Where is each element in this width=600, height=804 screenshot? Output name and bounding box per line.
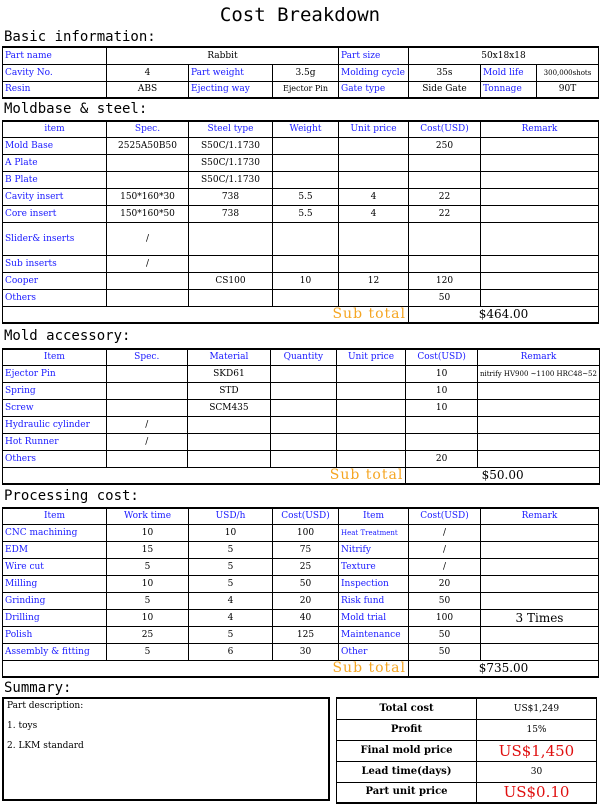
table-cell: A Plate: [3, 154, 107, 171]
table-row: [3, 171, 599, 188]
table-cell: 10: [189, 524, 273, 541]
value-cavity: 4: [107, 64, 189, 81]
table-cell: /: [106, 416, 187, 433]
table-cell: Ejector Pin: [3, 365, 107, 382]
table-cell: Mold Base: [3, 137, 107, 154]
table-row: [3, 433, 600, 450]
moldbase-table: [2, 120, 599, 324]
column-header: Weight: [273, 121, 339, 137]
table-cell: /: [107, 255, 189, 272]
table-cell: Mold trial: [339, 609, 409, 626]
table-cell: 15: [107, 541, 189, 558]
table-cell: [107, 171, 189, 188]
summary-table: [336, 697, 597, 804]
table-cell: [106, 450, 187, 467]
table-cell: Assembly & fitting: [3, 643, 107, 660]
table-cell: CNC machining: [3, 524, 107, 541]
table-row: [3, 255, 599, 272]
table-cell: /: [409, 541, 481, 558]
table-cell: 6: [189, 643, 273, 660]
table-cell: 50: [409, 289, 481, 306]
table-cell: 20: [409, 575, 481, 592]
subtotal-value: $464.00: [409, 306, 599, 323]
table-cell: [481, 137, 599, 154]
summary-label: Part unit price: [337, 782, 477, 803]
table-cell: 738: [189, 188, 273, 205]
summary-row: [337, 719, 597, 740]
table-cell: 5.5: [273, 205, 339, 222]
table-cell: Polish: [3, 626, 107, 643]
summary-label: Profit: [337, 719, 477, 740]
column-header: Item: [339, 508, 409, 524]
table-cell: [273, 222, 339, 255]
summary-row: [337, 740, 597, 761]
table-cell: Maintenance: [339, 626, 409, 643]
subtotal-value: $50.00: [406, 467, 600, 484]
table-cell: [409, 154, 481, 171]
label-cavity: Cavity No.: [3, 64, 107, 81]
table-cell: [273, 154, 339, 171]
table-cell: Other: [339, 643, 409, 660]
table-cell: 4: [339, 205, 409, 222]
value-part-size: 50x18x18: [409, 47, 599, 64]
table-row: [3, 643, 599, 660]
table-cell: [409, 255, 481, 272]
summary-value: US$1,249: [477, 698, 597, 719]
table-cell: [271, 433, 337, 450]
summary-label: Total cost: [337, 698, 477, 719]
summary-row: [337, 782, 597, 803]
table-cell: 50: [409, 643, 481, 660]
value-tonnage: 90T: [537, 81, 599, 98]
table-cell: 120: [409, 272, 481, 289]
table-cell: SCM435: [187, 399, 270, 416]
column-header: Cost(USD): [406, 349, 478, 365]
table-cell: [189, 289, 273, 306]
table-cell: [339, 171, 409, 188]
table-cell: 50: [409, 592, 481, 609]
table-cell: [406, 416, 478, 433]
table-cell: [339, 222, 409, 255]
table-cell: 100: [409, 609, 481, 626]
table-cell: 75: [273, 541, 339, 558]
summary-label: Lead time(days): [337, 761, 477, 782]
table-cell: 5: [107, 592, 189, 609]
table-row: [3, 575, 599, 592]
accessory-table: [2, 348, 600, 485]
table-cell: 12: [339, 272, 409, 289]
subtotal-label: Sub total: [3, 467, 406, 484]
label-part-name: Part name: [3, 47, 107, 64]
column-header: Unit price: [339, 121, 409, 137]
table-cell: [336, 365, 406, 382]
table-cell: 150*160*50: [107, 205, 189, 222]
table-cell: 5.5: [273, 188, 339, 205]
table-cell: [273, 289, 339, 306]
subtotal-row: [3, 467, 600, 484]
table-cell: [339, 255, 409, 272]
table-cell: [107, 289, 189, 306]
table-cell: [409, 171, 481, 188]
table-cell: Hydraulic cylinder: [3, 416, 107, 433]
value-resin: ABS: [107, 81, 189, 98]
table-cell: [271, 382, 337, 399]
section-moldbase-heading: Moldbase & steel:: [4, 101, 148, 117]
table-cell: 125: [273, 626, 339, 643]
table-cell: Nitrify: [339, 541, 409, 558]
table-cell: [336, 416, 406, 433]
value-mold-life: 300,000shots: [537, 64, 599, 81]
table-cell: /: [107, 222, 189, 255]
table-cell: [336, 382, 406, 399]
table-cell: [339, 137, 409, 154]
table-cell: [187, 450, 270, 467]
table-cell: 10: [273, 272, 339, 289]
label-resin: Resin: [3, 81, 107, 98]
section-basic-heading: Basic information:: [4, 29, 156, 45]
subtotal-row: [3, 660, 599, 677]
table-cell: Hot Runner: [3, 433, 107, 450]
column-header: Cost(USD): [273, 508, 339, 524]
table-cell: 25: [273, 558, 339, 575]
part-description-item: 1. toys: [7, 721, 38, 731]
table-cell: [481, 592, 599, 609]
table-cell: Texture: [339, 558, 409, 575]
header-row: [3, 349, 600, 365]
table-cell: 5: [107, 558, 189, 575]
table-cell: Cooper: [3, 272, 107, 289]
table-cell: 50: [273, 575, 339, 592]
column-header: Item: [3, 508, 107, 524]
table-cell: 20: [273, 592, 339, 609]
label-gate-type: Gate type: [339, 81, 409, 98]
label-part-weight: Part weight: [189, 64, 273, 81]
table-cell: 4: [189, 592, 273, 609]
table-cell: [481, 626, 599, 643]
table-row: [3, 626, 599, 643]
header-row: [3, 121, 599, 137]
table-cell: 5: [189, 575, 273, 592]
table-cell: STD: [187, 382, 270, 399]
table-cell: Slider& inserts: [3, 222, 107, 255]
table-cell: /: [409, 524, 481, 541]
table-cell: [106, 365, 187, 382]
table-cell: [189, 222, 273, 255]
summary-value: US$0.10: [477, 782, 597, 803]
column-header: Quantity: [271, 349, 337, 365]
table-cell: Others: [3, 450, 107, 467]
processing-table: [2, 507, 599, 678]
table-cell: [273, 171, 339, 188]
column-header: Material: [187, 349, 270, 365]
table-cell: 2525A50B50: [107, 137, 189, 154]
table-cell: [477, 382, 599, 399]
column-header: Cost(USD): [409, 121, 481, 137]
table-row: [3, 450, 600, 467]
table-cell: [481, 171, 599, 188]
table-cell: [481, 154, 599, 171]
table-cell: 10: [107, 609, 189, 626]
column-header: Steel type: [189, 121, 273, 137]
table-cell: Milling: [3, 575, 107, 592]
table-cell: [273, 255, 339, 272]
table-cell: Wire cut: [3, 558, 107, 575]
table-cell: [477, 416, 599, 433]
table-cell: 5: [189, 541, 273, 558]
label-molding-cycle: Molding cycle: [339, 64, 409, 81]
table-cell: CS100: [189, 272, 273, 289]
table-cell: Sub inserts: [3, 255, 107, 272]
basic-info-table: [2, 46, 599, 99]
table-cell: [477, 433, 599, 450]
table-cell: [409, 222, 481, 255]
column-header: Item: [3, 349, 107, 365]
table-row: [3, 205, 599, 222]
table-row: [3, 558, 599, 575]
table-row: [3, 188, 599, 205]
table-cell: 30: [273, 643, 339, 660]
table-cell: [271, 399, 337, 416]
table-row: [3, 154, 599, 171]
table-cell: [106, 382, 187, 399]
summary-label: Final mold price: [337, 740, 477, 761]
table-cell: [406, 433, 478, 450]
table-cell: S50C/1.1730: [189, 171, 273, 188]
summary-row: [337, 698, 597, 719]
table-cell: [481, 575, 599, 592]
value-ejecting-way: Ejector Pin: [273, 81, 339, 98]
value-part-weight: 3.5g: [273, 64, 339, 81]
table-cell: [481, 205, 599, 222]
header-row: [3, 508, 599, 524]
table-row: [3, 541, 599, 558]
section-summary-heading: Summary:: [4, 680, 72, 696]
table-cell: /: [106, 433, 187, 450]
table-row: [3, 137, 599, 154]
table-cell: [481, 541, 599, 558]
table-cell: [481, 188, 599, 205]
table-cell: [107, 272, 189, 289]
summary-value: US$1,450: [477, 740, 597, 761]
part-description-title: Part description:: [7, 701, 84, 711]
table-cell: [273, 137, 339, 154]
table-cell: 10: [406, 399, 478, 416]
column-header: Spec.: [107, 121, 189, 137]
table-cell: 10: [107, 575, 189, 592]
subtotal-value: $735.00: [409, 660, 599, 677]
table-cell: 10: [107, 524, 189, 541]
table-row: [3, 524, 599, 541]
subtotal-label: Sub total: [3, 306, 409, 323]
table-cell: [336, 450, 406, 467]
table-cell: [481, 524, 599, 541]
column-header: Remark: [477, 349, 599, 365]
section-processing-heading: Processing cost:: [4, 488, 139, 504]
label-tonnage: Tonnage: [481, 81, 537, 98]
table-cell: [271, 416, 337, 433]
value-molding-cycle: 35s: [409, 64, 481, 81]
column-header: Remark: [481, 508, 599, 524]
table-cell: [477, 450, 599, 467]
table-cell: Risk fund: [339, 592, 409, 609]
subtotal-row: [3, 306, 599, 323]
value-gate-type: Side Gate: [409, 81, 481, 98]
table-cell: [481, 289, 599, 306]
table-cell: nitrify HV900 ~1100 HRC48~52: [477, 365, 599, 382]
table-cell: Screw: [3, 399, 107, 416]
table-cell: 10: [406, 365, 478, 382]
table-cell: 250: [409, 137, 481, 154]
table-cell: [336, 433, 406, 450]
table-cell: Heat Treatment: [339, 524, 409, 541]
table-cell: EDM: [3, 541, 107, 558]
column-header: Unit price: [336, 349, 406, 365]
table-cell: S50C/1.1730: [189, 137, 273, 154]
column-header: Remark: [481, 121, 599, 137]
column-header: Cost(USD): [409, 508, 481, 524]
table-cell: Spring: [3, 382, 107, 399]
table-cell: 3 Times: [481, 609, 599, 626]
table-cell: 5: [189, 626, 273, 643]
table-cell: [189, 255, 273, 272]
table-cell: 25: [107, 626, 189, 643]
table-cell: [336, 399, 406, 416]
table-row: [3, 222, 599, 255]
summary-value: 15%: [477, 719, 597, 740]
table-cell: [481, 222, 599, 255]
table-row: [3, 416, 600, 433]
table-cell: [271, 365, 337, 382]
label-ejecting-way: Ejecting way: [189, 81, 273, 98]
summary-value: 30: [477, 761, 597, 782]
table-cell: [339, 289, 409, 306]
table-row: [3, 609, 599, 626]
table-cell: [477, 399, 599, 416]
table-row: [3, 272, 599, 289]
table-cell: [271, 450, 337, 467]
table-cell: Grinding: [3, 592, 107, 609]
page-title: Cost Breakdown: [219, 4, 381, 26]
table-cell: /: [409, 558, 481, 575]
table-cell: 50: [409, 626, 481, 643]
table-cell: [481, 558, 599, 575]
table-cell: [106, 399, 187, 416]
table-cell: 22: [409, 205, 481, 222]
table-cell: [187, 416, 270, 433]
label-mold-life: Mold life: [481, 64, 537, 81]
table-cell: [187, 433, 270, 450]
column-header: Work time: [107, 508, 189, 524]
table-cell: 40: [273, 609, 339, 626]
table-cell: Core insert: [3, 205, 107, 222]
table-cell: Inspection: [339, 575, 409, 592]
table-cell: SKD61: [187, 365, 270, 382]
table-row: [3, 365, 600, 382]
table-row: [3, 289, 599, 306]
label-part-size: Part size: [339, 47, 409, 64]
table-row: [3, 382, 600, 399]
table-cell: B Plate: [3, 171, 107, 188]
table-cell: [481, 255, 599, 272]
table-cell: [481, 272, 599, 289]
table-cell: 150*160*30: [107, 188, 189, 205]
column-header: USD/h: [189, 508, 273, 524]
part-description-item: 2. LKM standard: [7, 741, 84, 751]
table-cell: 5: [107, 643, 189, 660]
table-cell: 100: [273, 524, 339, 541]
table-cell: [481, 643, 599, 660]
table-cell: 738: [189, 205, 273, 222]
table-cell: 4: [339, 188, 409, 205]
table-cell: 4: [189, 609, 273, 626]
table-cell: 22: [409, 188, 481, 205]
table-cell: [339, 154, 409, 171]
column-header: item: [3, 121, 107, 137]
table-cell: 5: [189, 558, 273, 575]
part-description-box: [2, 697, 330, 801]
subtotal-label: Sub total: [3, 660, 409, 677]
table-row: [3, 399, 600, 416]
table-cell: Others: [3, 289, 107, 306]
table-cell: S50C/1.1730: [189, 154, 273, 171]
value-part-name: Rabbit: [107, 47, 339, 64]
table-cell: Drilling: [3, 609, 107, 626]
table-cell: 20: [406, 450, 478, 467]
table-cell: Cavity insert: [3, 188, 107, 205]
summary-row: [337, 761, 597, 782]
table-cell: 10: [406, 382, 478, 399]
column-header: Spec.: [106, 349, 187, 365]
table-row: [3, 592, 599, 609]
section-accessory-heading: Mold accessory:: [4, 328, 131, 344]
table-cell: [107, 154, 189, 171]
